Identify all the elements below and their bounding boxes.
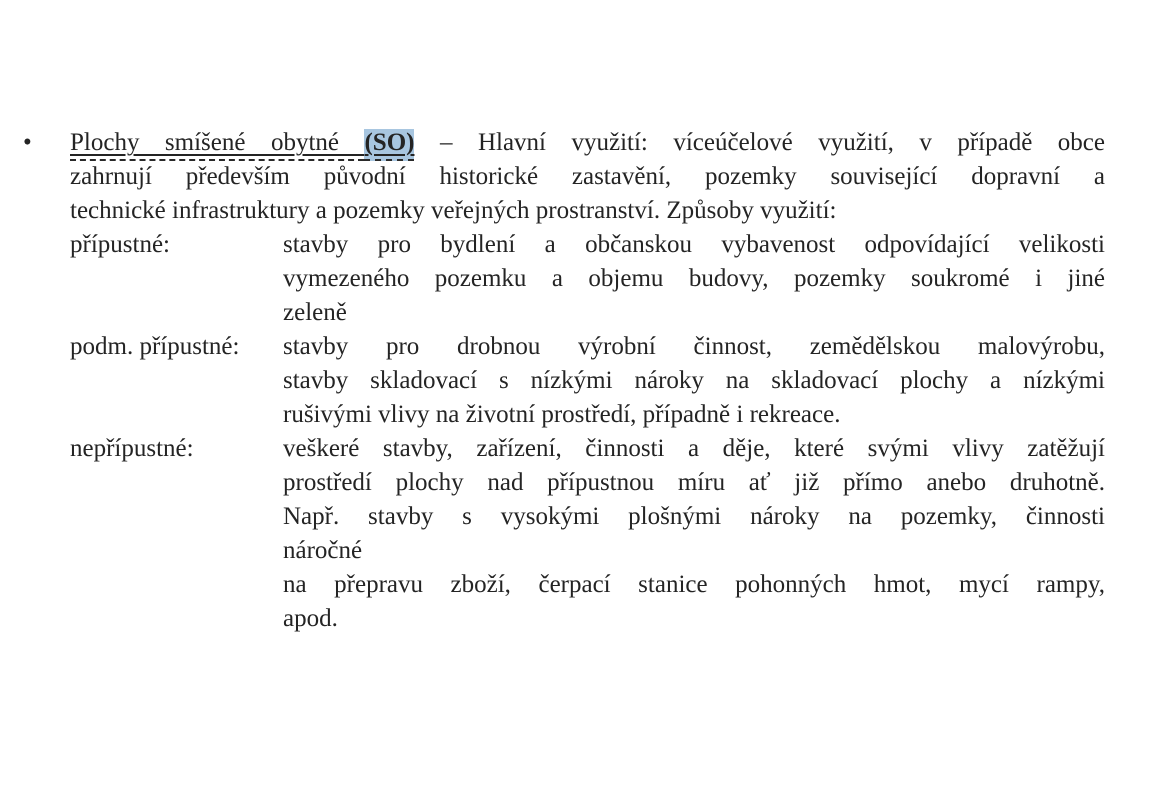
usage-desc-nepripustne [283,432,1105,636]
usage-text-line: vymezeného pozemku a objemu budovy, pozemky soukromé i jiné [283,265,1105,292]
usage-row-nepripustne [70,432,1105,636]
bullet-marker: • [23,129,32,156]
usage-text-line: stavby pro bydlení a občanskou vybavenost odpovídající velikosti [283,231,1105,258]
usage-label-pripustne: přípustné: [70,231,170,258]
usage-text-line: Např. stavby s vysokými plošnými nároky na pozemky, činnosti [283,503,1105,530]
usage-text-line: prostředí plochy nad přípustnou míru ať již přímo anebo druhotně. [283,469,1105,496]
usage-text-line: rušivými vlivy na životní prostředí, případně i rekreace. [283,401,841,428]
heading-code-highlight: (SO) [364,129,414,161]
document-body [0,126,1105,636]
usage-row-pripustne [70,228,1105,330]
usage-desc-pripustne [283,228,1105,330]
usage-text-line: zeleně [283,299,347,326]
heading-title-underlined: Plochy smíšené obytné [70,129,364,161]
usage-text-line: veškeré stavby, zařízení, činnosti a děje, které svými vlivy zatěžují [283,435,1105,462]
usage-desc-podm-pripustne [283,330,1105,432]
usage-text-line: na přepravu zboží, čerpací stanice pohonných hmot, mycí rampy, [283,571,1105,598]
bullet-list-item [0,126,1105,636]
intro-line-1-rest: – Hlavní využití: víceúčelové využití, v případě obce [414,129,1105,156]
intro-line-1 [70,126,1105,160]
usage-text-line: apod. [283,605,338,632]
usage-text-line: stavby skladovací s nízkými nároky na skladovací plochy a nízkými [283,367,1105,394]
usage-text-line: náročné [283,537,363,564]
usage-label-nepripustne: nepřípustné: [70,435,194,462]
intro-line-2: zahrnují především původní historické zastavění, pozemky související dopravní a [70,163,1105,190]
bullet-item-content [70,126,1105,636]
usage-row-podm-pripustne [70,330,1105,432]
usage-text-line: stavby pro drobnou výrobní činnost, zemědělskou malovýrobu, [283,333,1105,360]
usage-label-podm-pripustne: podm. přípustné: [70,333,240,360]
intro-line-3: technické infrastruktury a pozemky veřejných prostranství. Způsoby využití: [70,197,837,224]
